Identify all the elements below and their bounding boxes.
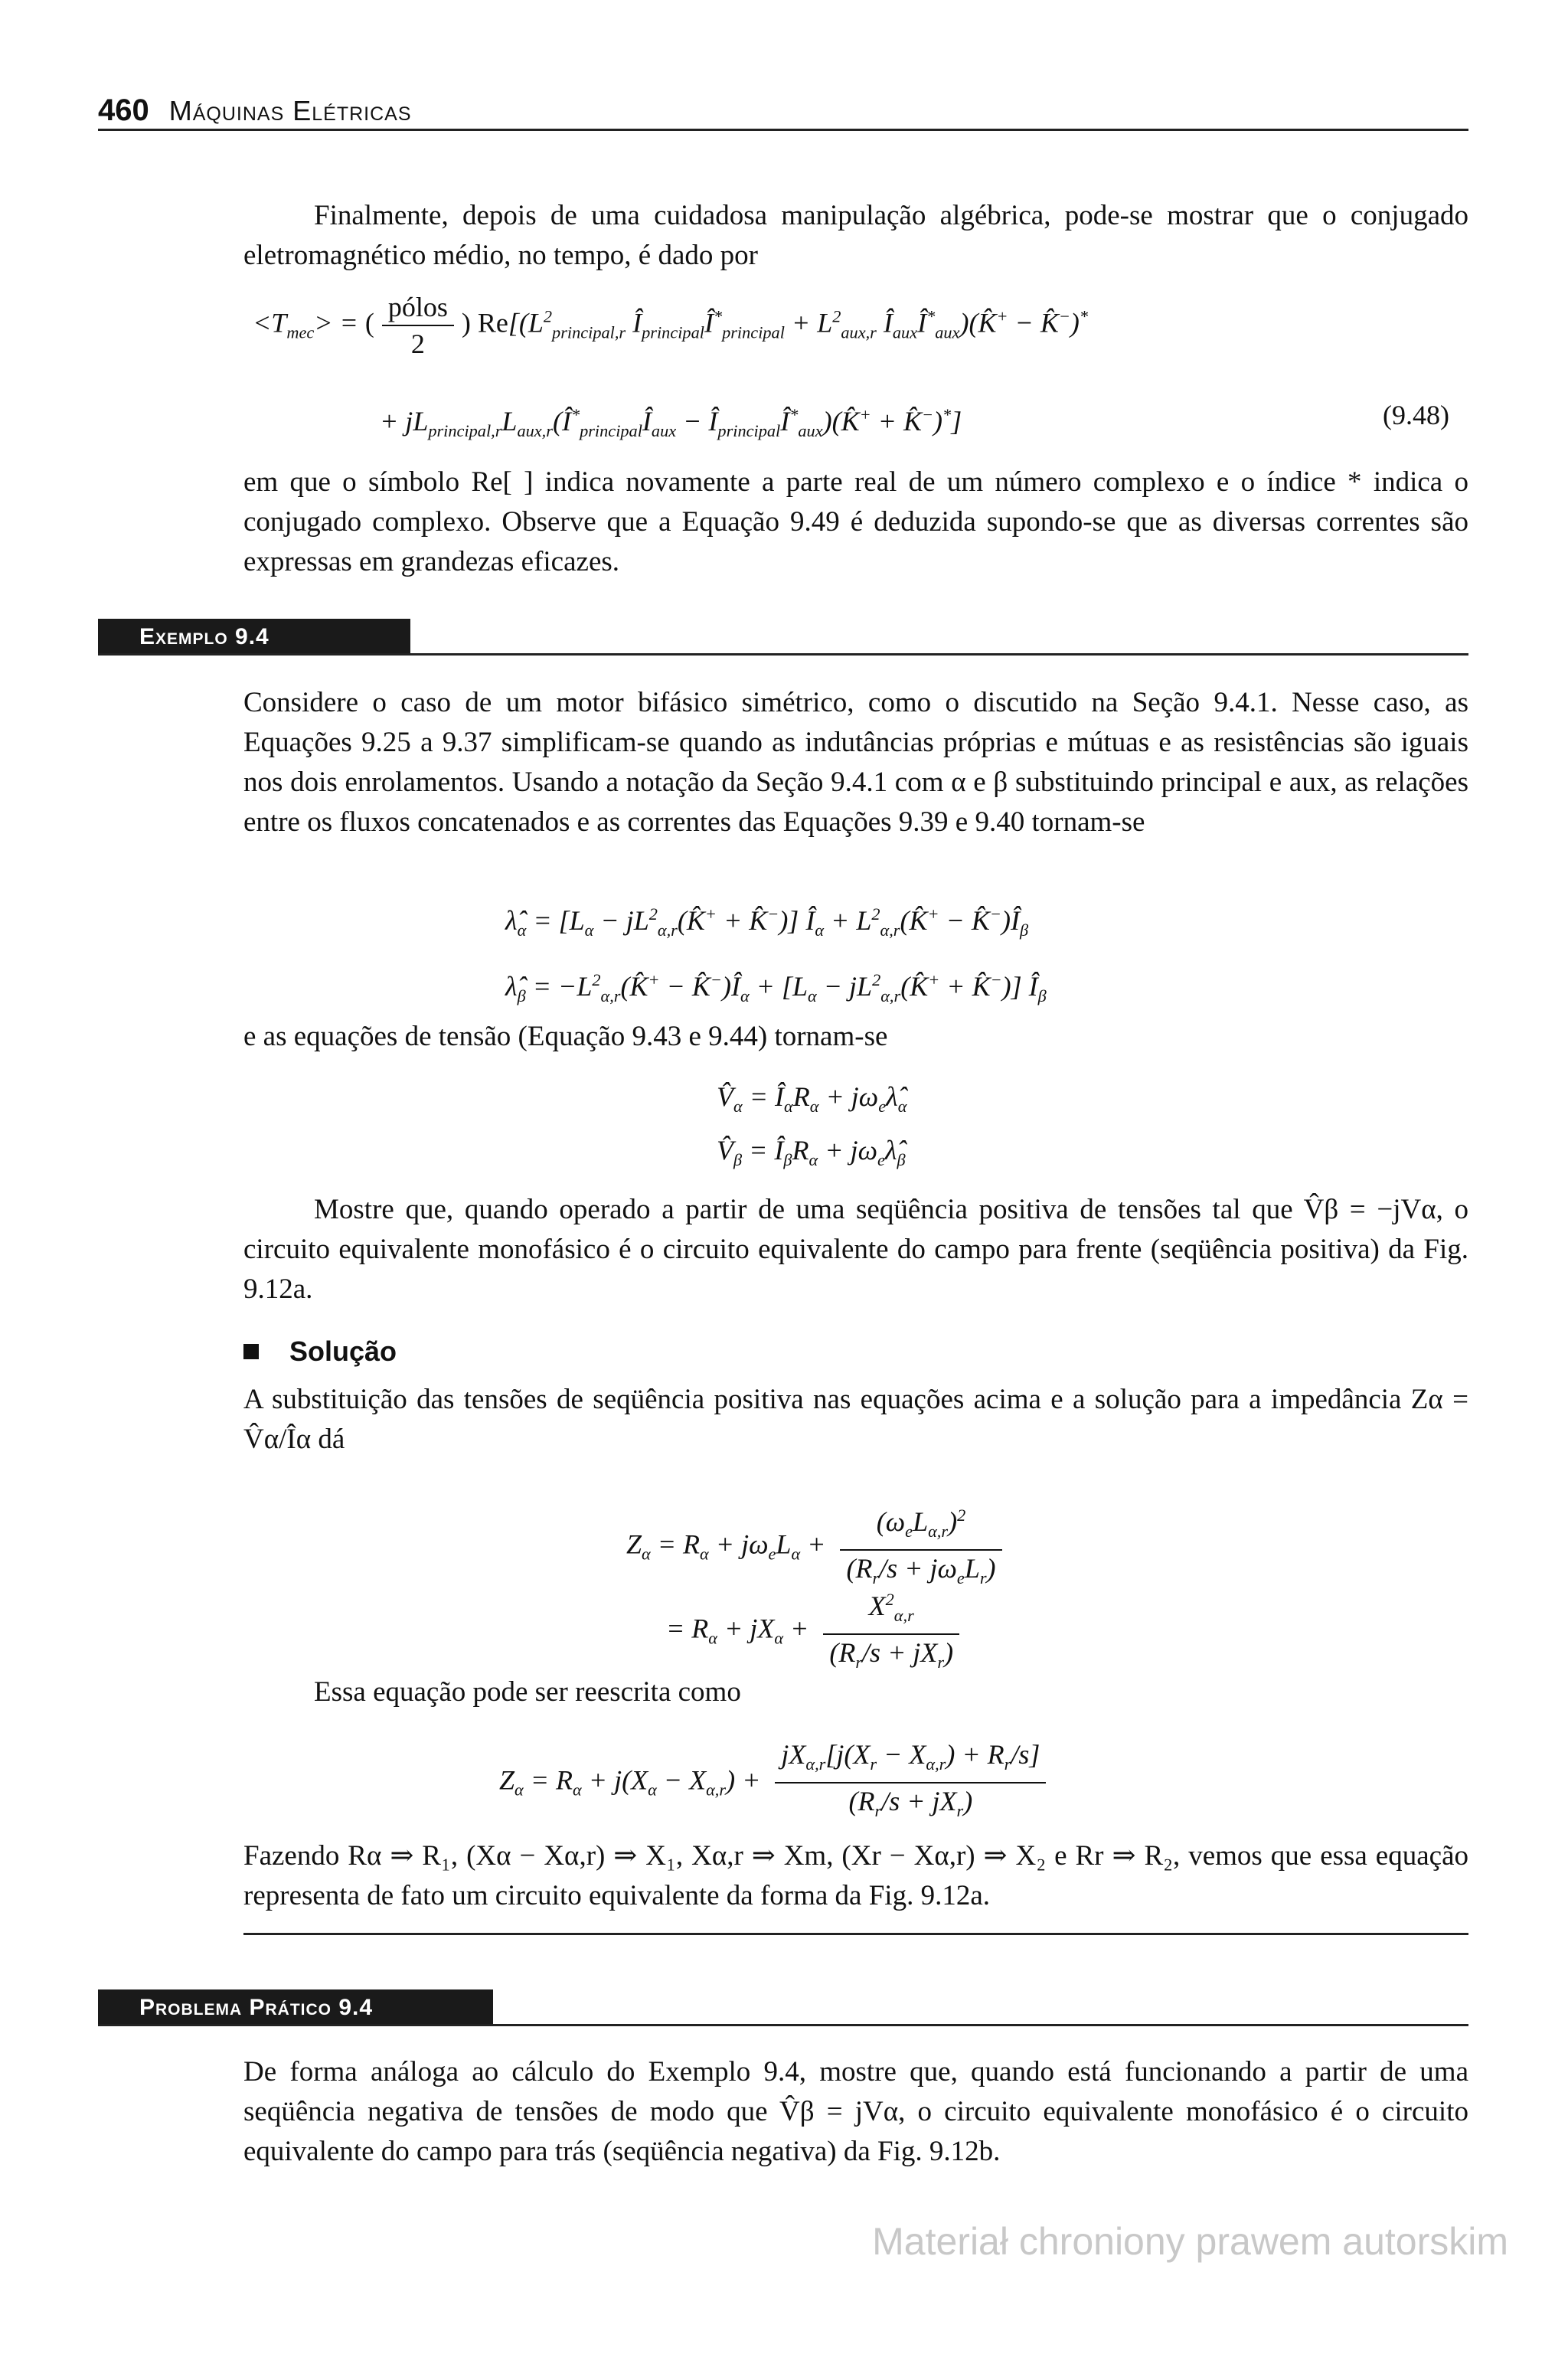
header-rule xyxy=(98,129,1468,131)
intro-paragraph: Finalmente, depois de uma cuidadosa manipulação algébrica, pode-se mostrar que o conjugado eletromagnético médio, no tempo, é dado por xyxy=(243,200,1468,271)
practice-rule xyxy=(98,2024,1468,2026)
example-banner: Exemplo 9.4 xyxy=(98,619,410,656)
example-statement: Considere o caso de um motor bifásico simétrico, como o discutido na Seção 9.4.1. Nesse caso, as Equações 9.25 a 9.37 simplificam-se quando as indutâncias próprias e mútuas e as resistências são iguais nos dois enrolamentos. Usando a notação da Seção 9.4.1 com α e β substituindo principal e aux, as relações entre os fluxos concatenados e as correntes das Equações 9.39 e 9.40 tornam-se xyxy=(243,687,1468,838)
intro-after: em que o símbolo Re[ ] indica novamente a parte real de um número complexo e o índice * indica o conjugado complexo. Observe que a Equação 9.49 é deduzida supondo-se que as diversas correntes são expressas em grandezas eficazes. xyxy=(243,466,1468,577)
impedance-equation-1: $Z_\alpha = R_\alpha + j\omega_eL_\alpha$ + $\frac{(\omega_eL_{\alpha,r})^2}{(R_r/s + j\omega_eL_r)}$ xyxy=(626,1498,1010,1596)
rewrite-text: Essa equação pode ser reescrita como xyxy=(314,1676,741,1708)
equation-number: (9.48) xyxy=(1383,400,1449,430)
impedance-equation-2: = $R_\alpha + jX_\alpha$ + $\frac{X^2_{\alpha,r}}{(R_r/s + jX_r)}$ xyxy=(666,1582,967,1680)
torque-equation-line-2: + $jL_{principal,r}L_{aux,r}(Î^*_{principal}Î_{aux}$ − $Î_{principal}Î^*_{aux})(K̂^+$ + K̂−)*] xyxy=(380,405,962,441)
flux-equation-beta: $\lambdâ_\beta$ = $-L^2_{\alpha,r}(K̂^+$ − $K̂^-)Î_\alpha + [L_\alpha$ − $jL^2_{\alpha,r}(K̂^+$ + K̂−)] $Î_\beta$ xyxy=(505,970,1047,1006)
running-head xyxy=(98,93,412,128)
practice-text: De forma análoga ao cálculo do Exemplo 9.4, mostre que, quando está funcionando a partir de uma seqüência negativa de tensões de modo que V̂β = jVα, o circuito equivalente monofásico é o circuito equivalente do campo para trás (seqüência negativa) da Fig. 9.12b. xyxy=(243,2056,1468,2167)
voltage-equation-alpha: $V̂_\alpha$ = $Î_\alpha R_\alpha$ + $j\omega_e\lambdâ_\alpha$ xyxy=(717,1081,907,1117)
practice-banner: Problema Prático 9.4 xyxy=(98,1989,493,2026)
torque-equation-line-1: $<T_{mec}>$ = ( $\frac{\text{pólos}}{2}$ ) $Re[(L^2_{principal,r}$ $Î_{principal}Î^*_{principal} + L^2_{aux,r}$ $Î_{aux}Î^*_{aux})(K̂^+$ − K̂−)* xyxy=(253,289,1088,361)
example-conclusion: Fazendo Rα ⇒ R₁, (Xα − Xα,r) ⇒ X₁, Xα,r ⇒ Xm, (Xr − Xα,r) ⇒ X₂ e Rr ⇒ R₂, vemos que essa equação representa de fato um circuito equivalente da forma da Fig. 9.12a. xyxy=(243,1840,1468,1911)
book-title: Máquinas Elétricas xyxy=(168,95,412,126)
voltage-equation-beta: $V̂_\beta$ = $Î_\beta R_\alpha$ + $j\omega_e\lambdâ_\beta$ xyxy=(717,1135,906,1170)
impedance-equation-3: $Z_\alpha = R_\alpha + j(X_\alpha - X_{\alpha,r})$ + $\frac{jX_{\alpha,r}[j(X_r - X_{\alpha,r}) + R_r/s]}{(R_r/s + jX_r)}$ xyxy=(499,1737,1054,1829)
page-number: 460 xyxy=(98,93,149,127)
example-rule xyxy=(98,653,1468,656)
example-end-rule xyxy=(243,1933,1468,1935)
example-show: Mostre que, quando operado a partir de uma seqüência positiva de tensões tal que V̂β = −jVα, o circuito equivalente monofásico é o circuito equivalente do campo para frente (seqüência positiva) da Fig. 9.12a. xyxy=(243,1194,1468,1305)
solution-intro: A substituição das tensões de seqüência positiva nas equações acima e a solução para a impedância Zα = V̂α/Îα dá xyxy=(243,1384,1468,1455)
copyright-watermark: Materiał chroniony prawem autorskim xyxy=(872,2220,1508,2263)
solution-heading: Solução xyxy=(243,1336,397,1368)
flux-equation-alpha: $\lambdâ_\alpha = [L_\alpha$ − $jL^2_{\alpha,r}(K̂^+$ + K̂−)] $Î_\alpha$ + $L^2_{\alpha,r}(K̂^+$ − $K̂^-)Î_\beta$ xyxy=(505,904,1029,940)
bullet-square-icon xyxy=(243,1344,259,1359)
voltage-intro: e as equações de tensão (Equação 9.43 e 9.44) tornam-se xyxy=(243,1021,888,1052)
